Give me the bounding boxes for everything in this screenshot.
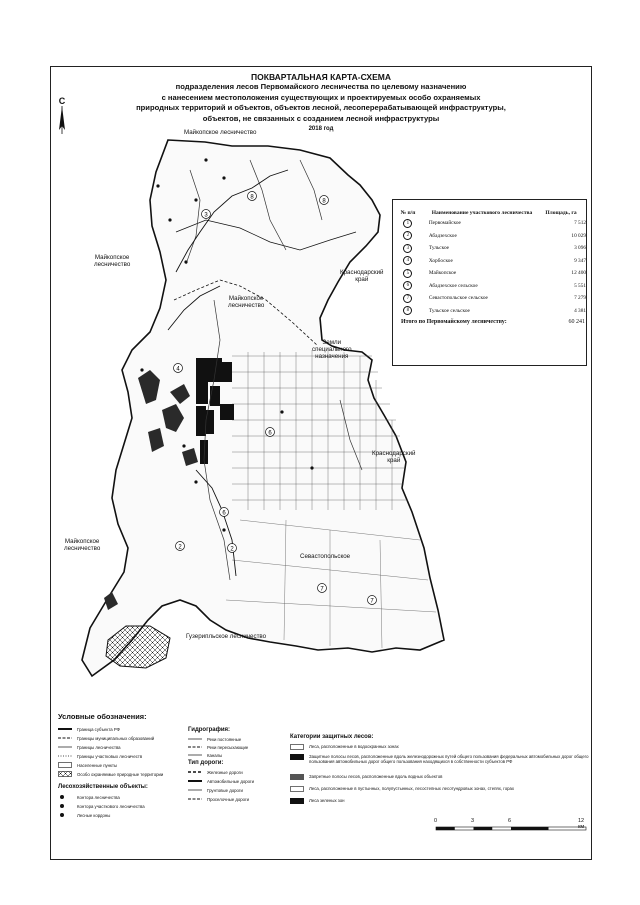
legend-swatch (58, 753, 72, 759)
table-col-area: Площадь, га (545, 210, 577, 216)
legend-swatch (188, 736, 202, 742)
legend-swatch (290, 744, 304, 750)
legend-item (188, 744, 248, 750)
table-cell-area: 4 381 (574, 307, 586, 314)
table-cell-num (393, 219, 423, 228)
scale-bar-graphic (430, 826, 590, 834)
scale-tick-label: 12 км (578, 818, 585, 830)
legend-categories-header: Категории защитных лесов: (290, 734, 374, 740)
legend-item-label: Границы лесничества (77, 744, 121, 750)
legend-forest-objects-header: Лесохозяйственные объекты: (58, 784, 148, 790)
table-row (393, 267, 586, 280)
title-subtitle: подразделения лесов Первомайского лесничества по целевому назначению с нанесением местоположения существующих и проектируемых особо охраняемых природных территорий и объектов, объектов лесной, лесоперерабатывающей инфраструктуры, объектов, не связанных с созданием лесной инфраструктуры (136, 82, 506, 123)
table-cell-area: 9 347 (574, 257, 586, 264)
legend-item-label: Контора участкового лесничества (77, 803, 145, 809)
legend-swatch (58, 794, 72, 800)
table-cell-area: 7 512 (574, 220, 586, 227)
legend-item (188, 736, 241, 742)
legend-item (58, 726, 120, 732)
legend-item (188, 752, 222, 758)
legend-item-label: Граница субъекта РФ (77, 726, 120, 732)
legend-item-label: Лесные кордоны (77, 812, 111, 818)
svg-text:8: 8 (322, 198, 326, 205)
forestry-boundary (82, 140, 444, 676)
legend-item-label: Автомобильные дороги (207, 778, 255, 784)
district-number: 1 (403, 219, 412, 228)
legend-swatch (290, 798, 304, 804)
table-row (393, 242, 586, 255)
table-cell-num (393, 269, 423, 278)
table-col-num: № п/п (400, 210, 416, 216)
legend-item (188, 787, 243, 793)
legend-swatch (58, 762, 72, 768)
label-sevastopol: Севастопольское (300, 553, 351, 560)
label-maikop-center: Майкопское лесничество (228, 295, 265, 309)
legend-swatch (188, 744, 202, 750)
label-maikop-top: Майкопское лесничество (184, 129, 257, 136)
district-area-table (392, 199, 587, 366)
svg-text:8: 8 (250, 194, 254, 201)
legend-item-label: Реки постоянные (207, 736, 242, 742)
district-number: 2 (403, 231, 412, 240)
legend-item (58, 762, 117, 768)
legend-swatch (58, 771, 72, 777)
legend-swatch (188, 778, 202, 784)
legend-item-label: Контора лесничества (77, 794, 120, 800)
table-cell-area: 3 096 (574, 245, 586, 252)
table-row (393, 217, 586, 230)
table-cell-area: 7 279 (574, 295, 586, 302)
legend-swatch (290, 786, 304, 792)
legend-item (58, 794, 120, 800)
table-cell-name: Майкопское (428, 270, 457, 277)
legend-item (188, 769, 243, 775)
table-cell-name: Хорбоское (428, 257, 453, 264)
table-cell-num (393, 244, 423, 253)
table-row (393, 305, 586, 318)
table-total-value: 60 241 (568, 319, 585, 325)
svg-text:6: 6 (268, 430, 272, 437)
legend-item-label: Каналы (207, 752, 223, 758)
scale-tick-label: 3 (471, 818, 475, 824)
table-cell-num (393, 256, 423, 265)
label-krasnodar-right: Краснодарский край (372, 450, 416, 464)
legend-item-label: Грунтовые дороги (207, 787, 243, 793)
table-total-row (393, 319, 586, 325)
table-body (393, 217, 586, 317)
svg-text:2: 2 (178, 544, 182, 551)
legend-item-label: Леса зеленых зон (309, 798, 345, 803)
svg-text:6: 6 (222, 510, 226, 517)
legend-swatch (58, 726, 72, 732)
table-cell-area: 5 551 (574, 282, 586, 289)
table-cell-name: Первомайское (428, 220, 461, 227)
scale-bar (430, 818, 590, 842)
legend-item-label: Запретные полосы лесов, расположенные вдоль водных объектов (309, 774, 443, 779)
svg-text:4: 4 (176, 366, 180, 373)
legend-swatch (58, 735, 72, 741)
svg-text:2: 2 (230, 546, 234, 553)
legend-swatch (58, 744, 72, 750)
legend-item (290, 786, 590, 792)
north-label: С (58, 96, 66, 106)
district-number: 8 (403, 306, 412, 315)
table-row (393, 230, 586, 243)
legend-item (290, 774, 590, 780)
table-col-name: Наименование участкового лесничества (431, 210, 533, 216)
legend-item-label: Границы участковых лесничеств (77, 753, 143, 759)
legend-item-label: Проселочные дороги (207, 796, 250, 802)
table-cell-name: Абадзехское (428, 232, 457, 239)
table-cell-name: Севастопольское сельское (428, 295, 488, 302)
legend-item (58, 803, 145, 809)
scale-tick-label: 6 (508, 818, 512, 824)
label-guzeripl: Гузерипльское лесничество (186, 633, 267, 640)
legend-item (290, 798, 590, 804)
legend-swatch (188, 787, 202, 793)
table-row (393, 280, 586, 293)
table-cell-num (393, 306, 423, 315)
legend-item (58, 753, 142, 759)
legend-swatch (188, 796, 202, 802)
legend-item-label: Защитные полосы лесов, расположенные вдоль железнодорожных путей общего пользования федеральных автомобильных дорог общего пользования автомобильных дорог общего пользования находящихся в собственности субъектов РФ (309, 754, 589, 764)
legend-swatch (188, 752, 202, 758)
label-maikop-left2: Майкопское лесничество (64, 538, 101, 552)
svg-text:7: 7 (370, 598, 374, 605)
table-cell-area: 12 400 (571, 270, 586, 277)
district-number: 3 (403, 244, 412, 253)
legend-item-label: Границы муниципальных образований (77, 735, 155, 741)
legend-swatch (290, 774, 304, 780)
table-cell-name: Тульское (428, 245, 450, 252)
table-cell-num (393, 294, 423, 303)
title-year: 2018 год (308, 126, 334, 132)
legend-swatch (58, 803, 72, 809)
legend-item (58, 735, 154, 741)
table-row (393, 255, 586, 268)
table-row (393, 292, 586, 305)
legend-item (290, 754, 590, 764)
table-total-label: Итого по Первомайскому лесничеству: (401, 319, 507, 325)
legend-swatch (188, 769, 202, 775)
table-cell-num (393, 281, 423, 290)
title-line1: ПОКВАРТАЛЬНАЯ КАРТА-СХЕМА (251, 72, 391, 82)
legend-item (58, 812, 110, 818)
scale-tick-label: 0 (434, 818, 438, 824)
table-cell-area: 10 029 (571, 232, 586, 239)
legend-item-label: Особо охраняемые природные территории (77, 771, 164, 777)
legend-item (290, 744, 590, 750)
legend-swatch (58, 812, 72, 818)
legend-item-label: Населенные пункты (77, 762, 118, 768)
district-number: 6 (403, 281, 412, 290)
legend-item (58, 744, 121, 750)
table-cell-num (393, 231, 423, 240)
label-lands-special: Земли специального назначения (312, 339, 352, 360)
legend-item-label: Реки пересыхающие (207, 744, 249, 750)
legend-item-label: Железные дороги (207, 769, 243, 775)
legend-item (188, 796, 249, 802)
legend-header: Условные обозначения: (58, 712, 147, 721)
label-maikop-left1: Майкопское лесничество (94, 254, 131, 268)
svg-text:7: 7 (320, 586, 324, 593)
label-krasnodar-top: Краснодарский край (340, 269, 384, 283)
district-number: 4 (403, 256, 412, 265)
table-cell-name: Абадзехское сельское (428, 282, 478, 289)
legend-item (188, 778, 254, 784)
district-number: 7 (403, 294, 412, 303)
table-header (393, 210, 586, 217)
legend-swatch (290, 754, 304, 760)
legend-hydro-header: Гидрография: (188, 727, 231, 733)
legend-item (58, 771, 163, 777)
table-cell-name: Тульское сельское (428, 307, 470, 314)
legend-item-label: Леса, расположенные в водоохранных зонах (309, 744, 399, 749)
legend-item-label: Леса, расположенные в пустынных, полупустынных, лесостепных лесотундровых зонах, степях, горах (309, 786, 515, 791)
district-number: 5 (403, 269, 412, 278)
legend-roads-header: Тип дороги: (188, 760, 224, 766)
svg-text:3: 3 (204, 212, 208, 219)
